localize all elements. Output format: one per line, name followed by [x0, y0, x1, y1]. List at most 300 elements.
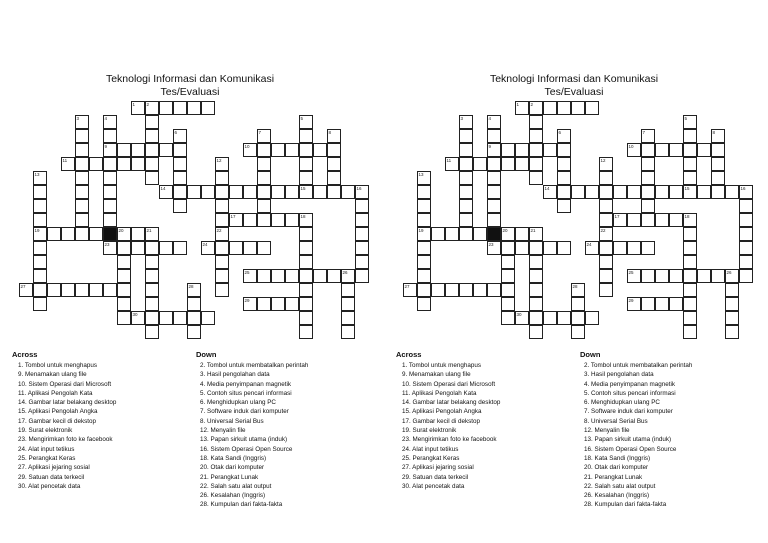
crossword-cell[interactable]	[683, 269, 697, 283]
crossword-cell[interactable]	[75, 185, 89, 199]
crossword-cell[interactable]	[683, 311, 697, 325]
crossword-cell[interactable]	[173, 157, 187, 171]
crossword-cell[interactable]	[711, 157, 725, 171]
crossword-cell[interactable]	[215, 213, 229, 227]
crossword-cell[interactable]	[103, 129, 117, 143]
crossword-cell[interactable]	[515, 241, 529, 255]
crossword-cell[interactable]	[655, 269, 669, 283]
crossword-cell[interactable]	[257, 157, 271, 171]
crossword-cell[interactable]	[299, 171, 313, 185]
crossword-cell[interactable]	[599, 199, 613, 213]
crossword-cell[interactable]	[557, 199, 571, 213]
crossword-cell[interactable]	[173, 171, 187, 185]
crossword-cell[interactable]	[627, 185, 641, 199]
crossword-cell[interactable]	[459, 157, 473, 171]
across-clue: 24. Alat input tetikus	[402, 445, 459, 453]
crossword-cell[interactable]	[739, 227, 753, 241]
crossword-cell[interactable]	[459, 199, 473, 213]
crossword-cell[interactable]	[173, 241, 187, 255]
crossword-cell[interactable]	[327, 143, 341, 157]
crossword-cell[interactable]	[355, 269, 369, 283]
crossword-cell[interactable]	[75, 171, 89, 185]
crossword-cell[interactable]	[543, 101, 557, 115]
crossword-cell[interactable]	[33, 199, 47, 213]
crossword-cell[interactable]	[613, 185, 627, 199]
crossword-cell[interactable]	[145, 283, 159, 297]
crossword-cell[interactable]	[313, 185, 327, 199]
clue-number: 5	[684, 116, 688, 121]
crossword-cell[interactable]	[501, 241, 515, 255]
crossword-cell[interactable]	[529, 171, 543, 185]
crossword-cell[interactable]	[313, 143, 327, 157]
crossword-cell[interactable]	[669, 185, 683, 199]
crossword-cell[interactable]	[725, 311, 739, 325]
crossword-cell[interactable]	[613, 241, 627, 255]
crossword-cell[interactable]	[299, 297, 313, 311]
crossword-cell[interactable]	[697, 185, 711, 199]
crossword-cell[interactable]	[557, 157, 571, 171]
crossword-cell[interactable]	[271, 143, 285, 157]
crossword-cell[interactable]	[145, 129, 159, 143]
crossword-cell[interactable]	[529, 297, 543, 311]
crossword-cell[interactable]	[417, 297, 431, 311]
crossword-cell[interactable]	[257, 143, 271, 157]
crossword-cell[interactable]	[313, 269, 327, 283]
crossword-cell[interactable]	[739, 255, 753, 269]
crossword-cell[interactable]	[501, 255, 515, 269]
crossword-cell[interactable]	[487, 129, 501, 143]
crossword-cell[interactable]	[117, 311, 131, 325]
crossword-cell[interactable]	[669, 213, 683, 227]
crossword-cell[interactable]	[33, 255, 47, 269]
crossword-cell[interactable]	[355, 241, 369, 255]
clue-number: 25	[628, 270, 634, 275]
crossword-cell[interactable]	[585, 185, 599, 199]
crossword-cell[interactable]	[655, 213, 669, 227]
crossword-cell[interactable]	[557, 171, 571, 185]
crossword-cell[interactable]	[145, 157, 159, 171]
crossword-cell[interactable]	[529, 325, 543, 339]
crossword-cell[interactable]	[117, 283, 131, 297]
crossword-cell[interactable]	[285, 269, 299, 283]
crossword-cell[interactable]	[739, 269, 753, 283]
crossword-cell[interactable]	[341, 185, 355, 199]
crossword-cell[interactable]	[529, 269, 543, 283]
crossword-cell[interactable]	[459, 143, 473, 157]
crossword-cell[interactable]	[103, 171, 117, 185]
crossword-cell[interactable]	[355, 255, 369, 269]
crossword-cell[interactable]	[655, 143, 669, 157]
crossword-cell[interactable]	[627, 213, 641, 227]
crossword-cell[interactable]	[431, 283, 445, 297]
crossword-cell[interactable]	[655, 185, 669, 199]
crossword-cell[interactable]	[299, 157, 313, 171]
crossword-cell[interactable]	[599, 283, 613, 297]
crossword-cell[interactable]	[571, 185, 585, 199]
crossword-cell[interactable]	[145, 255, 159, 269]
crossword-cell[interactable]	[585, 101, 599, 115]
down-heading: Down	[580, 350, 601, 359]
crossword-cell[interactable]	[459, 185, 473, 199]
crossword-cell[interactable]	[641, 185, 655, 199]
crossword-cell[interactable]	[417, 199, 431, 213]
crossword-cell[interactable]	[229, 241, 243, 255]
crossword-cell[interactable]	[355, 227, 369, 241]
clue-number: 2	[146, 102, 150, 107]
crossword-cell[interactable]	[145, 241, 159, 255]
crossword-cell[interactable]	[501, 311, 515, 325]
crossword-cell[interactable]	[33, 269, 47, 283]
crossword-cell[interactable]	[271, 213, 285, 227]
crossword-cell[interactable]	[683, 283, 697, 297]
crossword-cell[interactable]	[257, 241, 271, 255]
crossword-cell[interactable]	[89, 157, 103, 171]
crossword-cell[interactable]	[215, 171, 229, 185]
crossword-cell[interactable]	[417, 283, 431, 297]
crossword-cell[interactable]	[285, 297, 299, 311]
down-clues	[200, 361, 308, 510]
crossword-cell[interactable]	[215, 185, 229, 199]
crossword-cell[interactable]	[341, 311, 355, 325]
crossword-cell[interactable]	[599, 185, 613, 199]
crossword-cell[interactable]	[327, 171, 341, 185]
crossword-black-cell[interactable]	[487, 227, 501, 241]
crossword-cell[interactable]	[543, 143, 557, 157]
crossword-cell[interactable]	[47, 283, 61, 297]
crossword-cell[interactable]	[299, 143, 313, 157]
clue-number: 28	[572, 284, 578, 289]
crossword-cell[interactable]	[529, 115, 543, 129]
crossword-cell[interactable]	[627, 241, 641, 255]
crossword-cell[interactable]	[215, 255, 229, 269]
crossword-cell[interactable]	[173, 143, 187, 157]
crossword-cell[interactable]	[201, 185, 215, 199]
crossword-cell[interactable]	[529, 157, 543, 171]
crossword-cell[interactable]	[599, 269, 613, 283]
crossword-cell[interactable]	[739, 199, 753, 213]
crossword-cell[interactable]	[683, 171, 697, 185]
crossword-cell[interactable]	[47, 227, 61, 241]
clue-number: 12	[600, 158, 606, 163]
crossword-cell[interactable]	[445, 227, 459, 241]
crossword-cell[interactable]	[187, 311, 201, 325]
crossword-cell[interactable]	[641, 143, 655, 157]
crossword-cell[interactable]	[257, 185, 271, 199]
crossword-cell[interactable]	[117, 157, 131, 171]
crossword-cell[interactable]	[571, 101, 585, 115]
crossword-cell[interactable]	[271, 297, 285, 311]
crossword-cell[interactable]	[159, 143, 173, 157]
crossword-cell[interactable]	[515, 227, 529, 241]
crossword-cell[interactable]	[445, 283, 459, 297]
crossword-cell[interactable]	[725, 283, 739, 297]
crossword-cell[interactable]	[131, 241, 145, 255]
crossword-cell[interactable]	[229, 185, 243, 199]
crossword-cell[interactable]	[215, 199, 229, 213]
crossword-cell[interactable]	[641, 269, 655, 283]
crossword-cell[interactable]	[89, 227, 103, 241]
crossword-cell[interactable]	[557, 311, 571, 325]
crossword-cell[interactable]	[571, 311, 585, 325]
crossword-cell[interactable]	[187, 185, 201, 199]
down-clue: 18. Kata Sandi (Inggris)	[200, 454, 267, 462]
crossword-cell[interactable]	[145, 171, 159, 185]
crossword-cell[interactable]	[173, 199, 187, 213]
crossword-cell[interactable]	[459, 227, 473, 241]
crossword-cell[interactable]	[417, 269, 431, 283]
across-clue: 15. Aplikasi Pengolah Angka	[402, 408, 482, 416]
crossword-cell[interactable]	[187, 297, 201, 311]
crossword-cell[interactable]	[103, 199, 117, 213]
crossword-cell[interactable]	[711, 269, 725, 283]
crossword-cell[interactable]	[187, 101, 201, 115]
crossword-cell[interactable]	[529, 129, 543, 143]
crossword-cell[interactable]	[61, 227, 75, 241]
crossword-cell[interactable]	[683, 297, 697, 311]
crossword-cell[interactable]	[75, 143, 89, 157]
crossword-cell[interactable]	[487, 213, 501, 227]
crossword-cell[interactable]	[299, 269, 313, 283]
crossword-cell[interactable]	[145, 297, 159, 311]
crossword-cell[interactable]	[341, 325, 355, 339]
crossword-cell[interactable]	[341, 283, 355, 297]
crossword-cell[interactable]	[89, 283, 103, 297]
crossword-cell[interactable]	[557, 185, 571, 199]
crossword-cell[interactable]	[515, 157, 529, 171]
crossword-cell[interactable]	[243, 213, 257, 227]
clue-number: 1	[132, 102, 136, 107]
crossword-cell[interactable]	[33, 297, 47, 311]
clue-number: 21	[530, 228, 536, 233]
crossword-cell[interactable]	[529, 241, 543, 255]
crossword-cell[interactable]	[299, 129, 313, 143]
crossword-cell[interactable]	[641, 199, 655, 213]
down-clue: 4. Media penyimpanan magnetik	[200, 380, 292, 388]
down-clue: 28. Kumpulan dari fakta-fakta	[584, 501, 667, 509]
crossword-cell[interactable]	[33, 241, 47, 255]
clue-number: 14	[544, 186, 550, 191]
crossword-cell[interactable]	[299, 283, 313, 297]
crossword-cell[interactable]	[299, 311, 313, 325]
crossword-cell[interactable]	[417, 185, 431, 199]
crossword-cell[interactable]	[501, 297, 515, 311]
crossword-cell[interactable]	[355, 199, 369, 213]
crossword-cell[interactable]	[669, 269, 683, 283]
crossword-cell[interactable]	[33, 213, 47, 227]
crossword-cell[interactable]	[145, 115, 159, 129]
crossword-cell[interactable]	[711, 143, 725, 157]
down-clue: 6. Menghidupkan ulang PC	[200, 399, 276, 407]
crossword-cell[interactable]	[683, 129, 697, 143]
crossword-cell[interactable]	[299, 255, 313, 269]
crossword-cell[interactable]	[285, 143, 299, 157]
crossword-cell[interactable]	[487, 157, 501, 171]
crossword-cell[interactable]	[487, 283, 501, 297]
crossword-cell[interactable]	[571, 297, 585, 311]
crossword-cell[interactable]	[599, 241, 613, 255]
crossword-cell[interactable]	[159, 101, 173, 115]
crossword-cell[interactable]	[117, 143, 131, 157]
crossword-cell[interactable]	[173, 101, 187, 115]
crossword-cell[interactable]	[145, 143, 159, 157]
crossword-cell[interactable]	[299, 241, 313, 255]
crossword-cell[interactable]	[529, 143, 543, 157]
crossword-cell[interactable]	[641, 241, 655, 255]
crossword-cell[interactable]	[341, 297, 355, 311]
crossword-cell[interactable]	[487, 171, 501, 185]
crossword-cell[interactable]	[641, 157, 655, 171]
crossword-cell[interactable]	[75, 129, 89, 143]
crossword-cell[interactable]	[257, 171, 271, 185]
crossword-cell[interactable]	[501, 269, 515, 283]
crossword-cell[interactable]	[557, 241, 571, 255]
crossword-cell[interactable]	[159, 311, 173, 325]
crossword-cell[interactable]	[473, 227, 487, 241]
crossword-cell[interactable]	[159, 241, 173, 255]
crossword-cell[interactable]	[243, 241, 257, 255]
crossword-cell[interactable]	[417, 255, 431, 269]
crossword-cell[interactable]	[529, 311, 543, 325]
crossword-cell[interactable]	[501, 143, 515, 157]
crossword-cell[interactable]	[473, 283, 487, 297]
crossword-cell[interactable]	[285, 185, 299, 199]
crossword-cell[interactable]	[571, 325, 585, 339]
crossword-cell[interactable]	[501, 157, 515, 171]
crossword-cell[interactable]	[299, 227, 313, 241]
crossword-cell[interactable]	[739, 213, 753, 227]
crossword-cell[interactable]	[33, 283, 47, 297]
crossword-cell[interactable]	[327, 269, 341, 283]
crossword-cell[interactable]	[739, 241, 753, 255]
crossword-cell[interactable]	[173, 311, 187, 325]
crossword-cell[interactable]	[257, 213, 271, 227]
crossword-cell[interactable]	[487, 185, 501, 199]
crossword-cell[interactable]	[557, 143, 571, 157]
crossword-cell[interactable]	[117, 255, 131, 269]
crossword-cell[interactable]	[697, 143, 711, 157]
crossword-cell[interactable]	[459, 283, 473, 297]
crossword-cell[interactable]	[515, 143, 529, 157]
crossword-cell[interactable]	[187, 325, 201, 339]
crossword-cell[interactable]	[299, 325, 313, 339]
crossword-cell[interactable]	[711, 185, 725, 199]
crossword-cell[interactable]	[599, 255, 613, 269]
crossword-cell[interactable]	[557, 101, 571, 115]
crossword-cell[interactable]	[529, 255, 543, 269]
crossword-cell[interactable]	[75, 283, 89, 297]
crossword-cell[interactable]	[103, 157, 117, 171]
crossword-cell[interactable]	[243, 185, 257, 199]
crossword-cell[interactable]	[355, 213, 369, 227]
crossword-cell[interactable]	[641, 171, 655, 185]
crossword-cell[interactable]	[257, 297, 271, 311]
crossword-cell[interactable]	[431, 227, 445, 241]
crossword-cell[interactable]	[103, 185, 117, 199]
crossword-cell[interactable]	[599, 213, 613, 227]
crossword-cell[interactable]	[75, 199, 89, 213]
crossword-cell[interactable]	[131, 227, 145, 241]
crossword-cell[interactable]	[655, 297, 669, 311]
crossword-black-cell[interactable]	[103, 227, 117, 241]
clue-number: 29	[244, 298, 250, 303]
crossword-cell[interactable]	[75, 213, 89, 227]
crossword-cell[interactable]	[61, 283, 75, 297]
crossword-cell[interactable]	[103, 213, 117, 227]
crossword-cell[interactable]	[271, 185, 285, 199]
crossword-cell[interactable]	[459, 213, 473, 227]
crossword-cell[interactable]	[145, 325, 159, 339]
down-clue: 2. Tombol untuk membatalkan perintah	[200, 362, 309, 369]
crossword-cell[interactable]	[215, 269, 229, 283]
crossword-cell[interactable]	[669, 297, 683, 311]
crossword-cell[interactable]	[543, 311, 557, 325]
crossword-cell[interactable]	[683, 227, 697, 241]
crossword-cell[interactable]	[683, 325, 697, 339]
crossword-cell[interactable]	[201, 101, 215, 115]
crossword-cell[interactable]	[529, 283, 543, 297]
crossword-cell[interactable]	[417, 213, 431, 227]
crossword-cell[interactable]	[75, 227, 89, 241]
crossword-cell[interactable]	[33, 185, 47, 199]
crossword-cell[interactable]	[641, 297, 655, 311]
down-clue: 3. Hasil pengolahan data	[584, 371, 654, 379]
crossword-cell[interactable]	[669, 143, 683, 157]
crossword-cell[interactable]	[103, 283, 117, 297]
across-clue: 23. Mengirimkan foto ke facebook	[402, 436, 497, 444]
crossword-cell[interactable]	[285, 213, 299, 227]
crossword-cell[interactable]	[257, 269, 271, 283]
crossword-cell[interactable]	[585, 311, 599, 325]
crossword-cell[interactable]	[473, 157, 487, 171]
crossword-cell[interactable]	[201, 311, 215, 325]
crossword-cell[interactable]	[173, 185, 187, 199]
crossword-cell[interactable]	[725, 185, 739, 199]
crossword-cell[interactable]	[215, 241, 229, 255]
crossword-cell[interactable]	[459, 129, 473, 143]
crossword-cell[interactable]	[711, 171, 725, 185]
crossword-cell[interactable]	[327, 185, 341, 199]
crossword-cell[interactable]	[131, 157, 145, 171]
crossword-cell[interactable]	[697, 269, 711, 283]
clue-number: 28	[188, 284, 194, 289]
crossword-cell[interactable]	[117, 241, 131, 255]
crossword-cell[interactable]	[215, 283, 229, 297]
crossword-cell[interactable]	[725, 325, 739, 339]
crossword-cell[interactable]	[683, 255, 697, 269]
across-clue: 11. Aplikasi Pengolah Kata	[18, 389, 93, 397]
crossword-cell[interactable]	[683, 157, 697, 171]
crossword-cell[interactable]	[641, 213, 655, 227]
crossword-cell[interactable]	[117, 269, 131, 283]
crossword-cell[interactable]	[145, 269, 159, 283]
crossword-cell[interactable]	[501, 283, 515, 297]
crossword-cell[interactable]	[725, 297, 739, 311]
crossword-cell[interactable]	[271, 269, 285, 283]
crossword-cell[interactable]	[543, 241, 557, 255]
crossword-cell[interactable]	[487, 199, 501, 213]
crossword-cell[interactable]	[683, 241, 697, 255]
crossword-cell[interactable]	[257, 199, 271, 213]
crossword-cell[interactable]	[599, 171, 613, 185]
crossword-cell[interactable]	[459, 171, 473, 185]
crossword-cell[interactable]	[327, 157, 341, 171]
crossword-cell[interactable]	[417, 241, 431, 255]
crossword-cell[interactable]	[131, 143, 145, 157]
crossword-cell[interactable]	[145, 311, 159, 325]
crossword-cell[interactable]	[683, 143, 697, 157]
crossword-cell[interactable]	[117, 297, 131, 311]
crossword-cell[interactable]	[75, 157, 89, 171]
